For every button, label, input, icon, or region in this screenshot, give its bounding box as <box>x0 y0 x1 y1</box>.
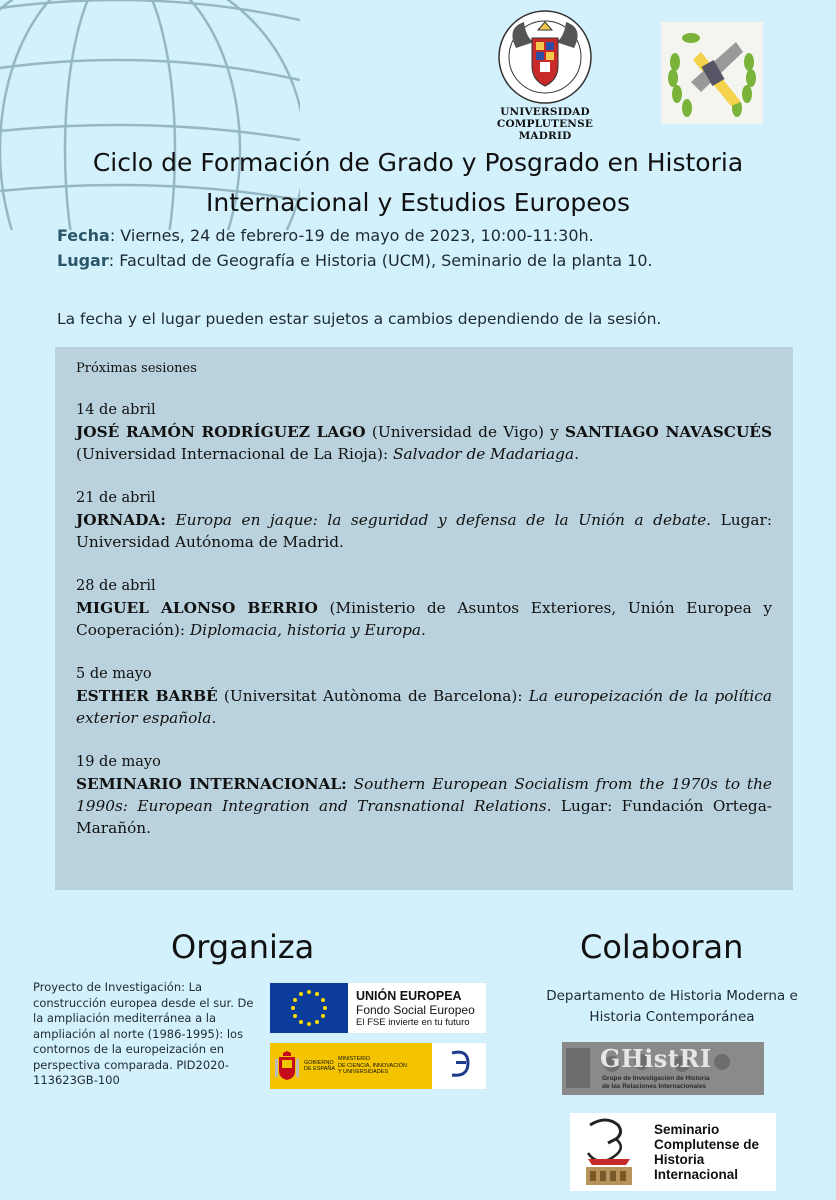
seminario-line4: Internacional <box>654 1167 739 1182</box>
eu-line3: El FSE invierte en tu futuro <box>356 1016 470 1028</box>
title-line1: Ciclo de Formación de Grado y Posgrado en Historia <box>92 148 744 177</box>
session-text <box>166 511 176 529</box>
title-line2: Internacional y Estudios Europeos <box>206 188 630 217</box>
seminario-line3: Historia <box>654 1152 705 1167</box>
project-description: Proyecto de Investigación: La construcción europea desde el sur. De la ampliación mediterránea a la ampliación al norte (1986-1995): los contornos de la europeización en perspectiva comparada. PID2020-113623GB-100 <box>33 980 254 1087</box>
ghistri-title: GHistRI <box>600 1044 712 1073</box>
session-text: . <box>211 709 217 727</box>
seminario-line1: Seminario <box>654 1122 720 1137</box>
ghistri-sub1: Grupo de Investigación de Historia <box>602 1075 710 1082</box>
session-item <box>76 575 772 641</box>
session-body <box>76 775 772 837</box>
colaboran-heading: Colaboran <box>580 928 744 966</box>
fecha-label: Fecha <box>57 226 110 245</box>
session-date: 19 de mayo <box>76 754 161 770</box>
speaker-name: ESTHER BARBÉ <box>76 687 218 705</box>
agencia-icon <box>432 1043 486 1089</box>
ghistri-sub2: de las Relaciones Internacionales <box>602 1083 707 1090</box>
session-body <box>76 687 772 727</box>
gob-line2: DE ESPAÑA <box>304 1066 336 1072</box>
session-item <box>76 751 772 839</box>
session-text: (Universidad Internacional de La Rioja): <box>76 445 394 463</box>
min-line2: DE CIENCIA, INNOVACIÓN <box>338 1062 407 1069</box>
session-item <box>76 663 772 729</box>
session-text: . <box>574 445 579 463</box>
organiza-heading: Organiza <box>171 928 315 966</box>
dept-line2: Historia Contemporánea <box>589 1009 755 1025</box>
ucm-crest-icon <box>496 8 594 106</box>
speaker-name: JORNADA: <box>76 511 166 529</box>
speaker-name: SANTIAGO NAVASCUÉS <box>565 423 773 441</box>
session-topic: Salvador de Madariaga <box>393 445 575 463</box>
session-item <box>76 487 772 553</box>
session-topic: Southern European Socialism from the 1970s to the 1990s: European Integration and Transnational Relations <box>76 775 772 815</box>
session-topic: La europeización de la política exterior española <box>76 687 772 727</box>
ucm-name-line2: MADRID <box>518 130 572 142</box>
pelican-emblem-icon <box>570 1113 648 1191</box>
speaker-name: SEMINARIO INTERNACIONAL: <box>76 775 347 793</box>
ghistri-logo <box>562 1042 764 1095</box>
speaker-name: JOSÉ RAMÓN RODRÍGUEZ LAGO <box>76 423 366 441</box>
session-date: 28 de abril <box>76 578 156 594</box>
lugar-value: : Facultad de Geografía e Historia (UCM), Seminario de la planta 10. <box>108 251 653 270</box>
ucm-logo <box>460 8 630 142</box>
session-body <box>76 423 772 463</box>
gob-line1: GOBIERNO <box>304 1059 334 1066</box>
page-title <box>0 143 836 223</box>
spain-shield-icon <box>270 1051 304 1081</box>
session-date: 5 de mayo <box>76 666 152 682</box>
session-text: . Lugar: Fundación Ortega-Marañón. <box>76 797 772 837</box>
min-line1: MINISTERIO <box>338 1056 371 1063</box>
session-item <box>76 399 772 465</box>
session-text <box>347 775 354 793</box>
dept-line1: Departamento de Historia Moderna e <box>546 988 798 1004</box>
eu-logo <box>270 983 486 1033</box>
session-text: (Ministerio de Asuntos Exteriores, Unión Europea y Cooperación): <box>76 599 772 639</box>
eu-line1: UNIÓN EUROPEA <box>356 988 462 1003</box>
seminar-laurel-logo <box>661 22 763 124</box>
min-line3: Y UNIVERSIDADES <box>338 1069 389 1076</box>
session-topic: Diplomacia, historia y Europa. <box>189 621 426 639</box>
sessions-heading: Próximas sesiones <box>76 361 197 376</box>
eu-line2: Fondo Social Europeo <box>356 1002 475 1017</box>
session-topic: Europa en jaque: la seguridad y defensa de la Unión a debate. <box>175 511 712 529</box>
gobierno-logo <box>270 1043 486 1089</box>
seminario-complutense-logo <box>570 1113 776 1191</box>
session-date: 14 de abril <box>76 402 156 418</box>
session-date: 21 de abril <box>76 490 156 506</box>
session-body <box>76 511 772 551</box>
sessions-panel <box>55 347 793 890</box>
speaker-name: MIGUEL ALONSO BERRIO <box>76 599 318 617</box>
seminario-line2: Complutense de <box>654 1137 760 1152</box>
lugar-label: Lugar <box>57 251 109 270</box>
eu-flag-icon <box>270 983 348 1033</box>
lugar-row <box>57 250 653 272</box>
schedule-note: La fecha y el lugar pueden estar sujetos a cambios dependiendo de la sesión. <box>57 310 662 328</box>
session-text: (Universitat Autònoma de Barcelona): <box>217 687 529 705</box>
fecha-value: : Viernes, 24 de febrero-19 de mayo de 2023, 10:00-11:30h. <box>109 226 594 245</box>
fecha-row <box>57 225 594 247</box>
ucm-name-line1: UNIVERSIDAD COMPLUTENSE <box>496 106 594 130</box>
session-text: (Universidad de Vigo) y <box>365 423 566 441</box>
department-name <box>522 986 822 1028</box>
session-text: Lugar: Universidad Autónoma de Madrid. <box>76 511 772 551</box>
session-body <box>76 599 772 639</box>
